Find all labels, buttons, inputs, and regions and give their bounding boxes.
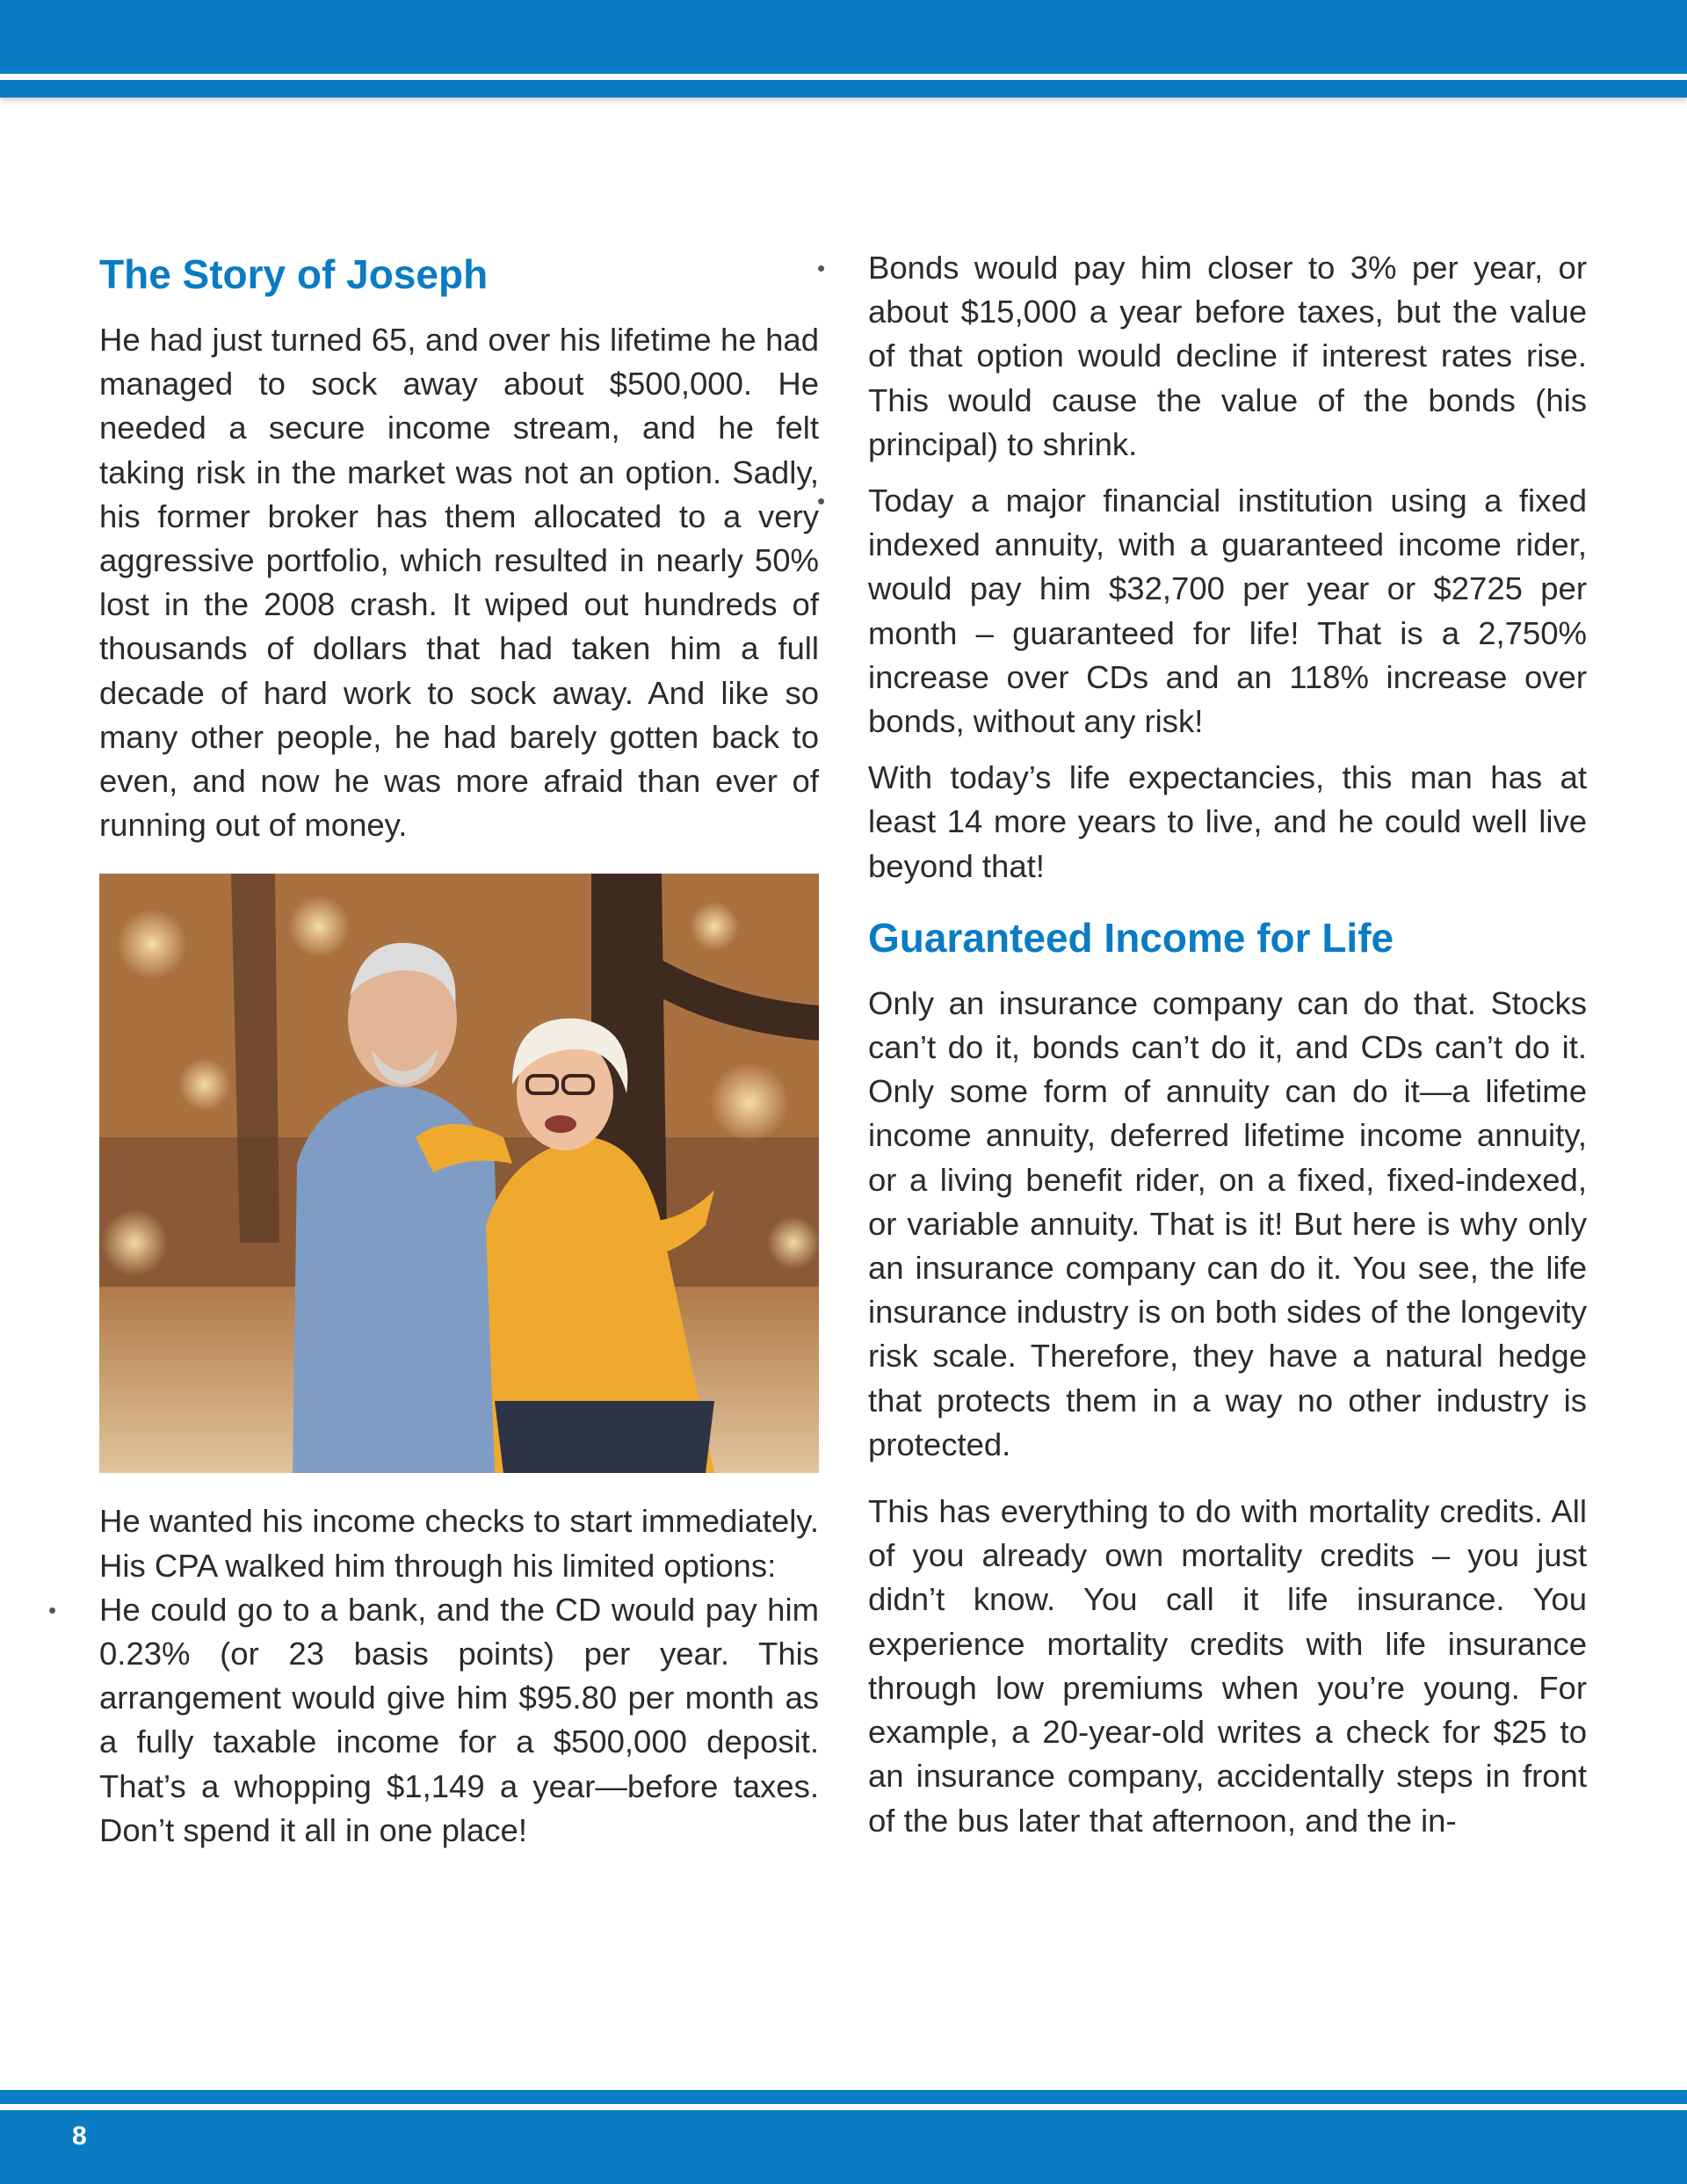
after-photo-paragraph: He wanted his income checks to start immediately. His CPA walked him through his limited options: <box>99 1503 819 1584</box>
right-bullet-list <box>817 246 1587 744</box>
left-bullet-list <box>48 1588 819 1853</box>
bullet-dot: • <box>817 488 826 515</box>
footer-band <box>0 2110 1687 2184</box>
story-intro-paragraph: He had just turned 65, and over his lifetime he had managed to sock away about $500,000. He needed a secure income stream, and he felt taking risk in the market was not an option. Sadly, his former broker has them allocated to a very aggressive portfolio, which resulted in nearly 50% lost in the 2008 crash. It wiped out hundreds of thousands of dollars that had taken him a full decade of hard work to sock away. And like so many other people, he had barely gotten back to even, and now he was more afraid than ever of running out of money. <box>99 322 819 844</box>
page-number: 8 <box>72 2122 87 2151</box>
bullet-dot: • <box>48 1596 57 1623</box>
guaranteed-income-heading: Guaranteed Income for Life <box>868 914 1394 961</box>
bullet-text: Today a major financial institution using a fixed indexed annuity, with a guaranteed income rider, would pay him $32,700 per year or $2725 per month – guaranteed for life! That is a 2,750% increase over CDs and an 118% increase over bonds, without any risk! <box>868 483 1587 740</box>
bullet-text: He could go to a bank, and the CD would pay him 0.23% (or 23 basis points) per year. This arrangement would give him $95.80 per month as a fully taxable income for a $500,000 deposit. That’s a whopping $1,149 a year—before taxes. Don’t spend it all in one place! <box>99 1591 819 1848</box>
bullet-cd-option <box>48 1588 819 1853</box>
bullet-dot: • <box>817 255 826 281</box>
couple-photo <box>99 874 819 1473</box>
bullet-annuity-option <box>817 479 1587 744</box>
header-band <box>0 0 1687 74</box>
header-rule <box>0 80 1687 98</box>
insurance-paragraph: Only an insurance company can do that. Stocks can’t do it, bonds can’t do it, and CDs can’t do it. Only some form of annuity can do it—a lifetime income annuity, deferred lifetime income annuity, or a living benefit rider, on a fixed, fixed-indexed, or variable annuity. That is it! But here is why only an insurance company can do it. You see, the life insurance industry is on both sides of the longevity risk scale. Therefore, they have a natural hedge that protects them in a way no other industry is protected. <box>868 984 1587 1462</box>
footer-rule <box>0 2090 1687 2104</box>
bullet-bonds-option <box>817 246 1587 467</box>
right-column <box>817 246 1587 1843</box>
story-heading: The Story of Joseph <box>99 251 489 297</box>
left-column <box>48 248 819 1853</box>
couple-illustration <box>99 874 819 1473</box>
mortality-credits-paragraph: This has everything to do with mortality credits. All of you already own mortality credits – you just didn’t know. You call it life insurance. You experience mortality credits with life insurance through low premiums when you’re young. For example, a 20-year-old writes a check for $25 to an insurance company, accidentally steps in front of the bus later that afternoon, and the in- <box>868 1493 1587 1839</box>
bullet-text: Bonds would pay him closer to 3% per year, or about $15,000 a year before taxes, but the value of that option would decline if interest rates rise. This would cause the value of the bonds (his principal) to shrink. <box>868 250 1587 462</box>
life-expectancy-paragraph: With today’s life expectancies, this man has at least 14 more years to live, and he could well live beyond that! <box>868 759 1587 884</box>
